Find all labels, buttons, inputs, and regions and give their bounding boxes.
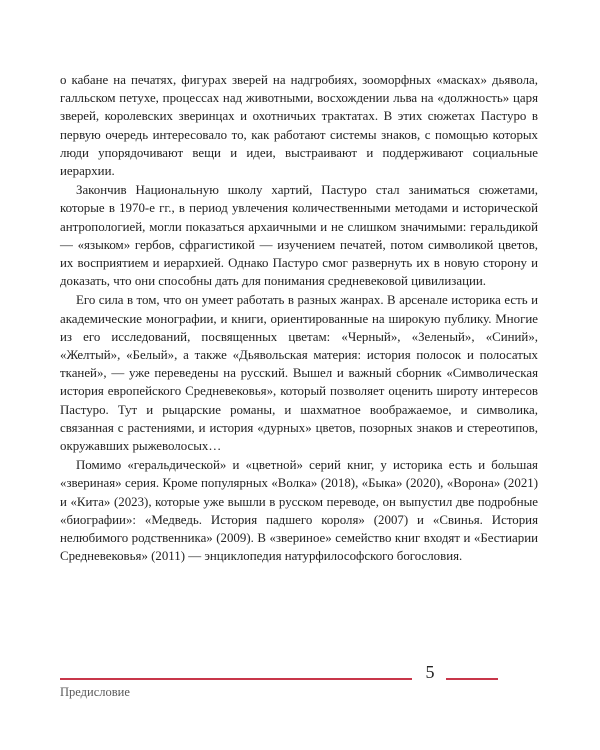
paragraph-3: Его сила в том, что он умеет работать в разных жанрах. В арсенале историка есть и академические монографии, и книги, ориентированные на широкую публику. Многие из его исследований, посвященных цветам: «Черный», «Зеленый», «Синий», «Желтый», «Белый», а также «Дьявольская материя: история полосок и полосатых тканей», — уже переведены на русский. Вышел и важный сборник «Символическая история европейского Средневековья», который позволяет оценить широту интересов Пастуро. Тут и рыцарские романы, и шахматное воображаемое, и символика, связанная с растениями, и история «дурных» цветов, позорных знаков и стереотипов, окружавших рыжеволосых…: [60, 293, 538, 454]
paragraph-4: Помимо «геральдической» и «цветной» серий книг, у историка есть и большая «звериная» серия. Кроме популярных «Волка» (2018), «Быка» (2020), «Ворона» (2021) и «Кита» (2023), которые уже вышли в русском переводе, он выпустил две подробные «биографии»: «Медведь. История падшего короля» (2007) и «Свинья. История нелюбимого родственника» (2009). В «звериное» семейство книг входят и «Бестиарии Средневековья» (2011) — энциклопедия натурфилософского богословия.: [60, 458, 538, 564]
paragraph-2: Закончив Национальную школу хартий, Пастуро стал заниматься сюжетами, которые в 1970-е гг., в период увлечения количественными методами и исторической антропологией, могли показаться архаичными и не слишком значимыми: геральдикой — «языком» гербов, сфрагистикой — изучением печатей, потом символикой цветов, их восприятием и иерархией. Однако Пастуро смог развернуть их в новую сторону и доказать, что они способны дать для понимания средневековой цивилизации.: [60, 183, 538, 289]
footer-rule-left: [60, 678, 412, 680]
page-number: 5: [425, 662, 435, 682]
footer-rule-right: [446, 678, 498, 680]
paragraph-1: о кабане на печатях, фигурах зверей на надгробиях, зооморфных «масках» дьявола, галльском петухе, процессах над животными, восхождении льва на «должность» царя зверей, королевских зверинцах и охотничьих трактатах. В этих сюжетах Пастуро в первую очередь интересовало то, как работают системы знаков, с помощью которых люди упорядочивают вещи и идеи, выстраивают и поддерживают социальные иерархии.: [60, 73, 538, 179]
body-text: [60, 71, 538, 565]
running-footer-title: Предисловие: [60, 685, 130, 699]
